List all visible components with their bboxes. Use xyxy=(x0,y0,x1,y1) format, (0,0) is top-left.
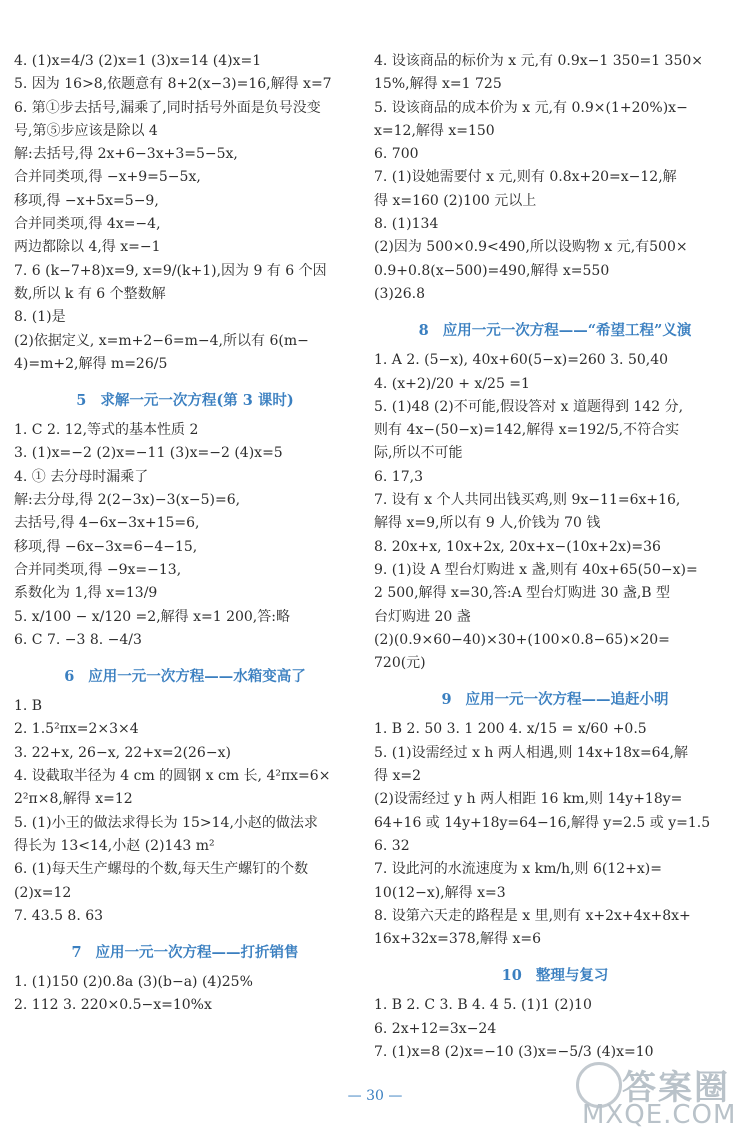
page-number: — 30 — xyxy=(347,1088,403,1104)
answer-line: 7. 设此河的水流速度为 x km/h,则 6(12+x)= xyxy=(374,861,662,878)
section-number: 5 xyxy=(76,392,87,410)
answer-line: 7. (1)x=8 (2)x=−10 (3)x=−5/3 (4)x=10 xyxy=(374,1043,654,1060)
answer-line: 7. (1)设她需要付 x 元,则有 0.8x+20=x−12,解 xyxy=(374,169,677,186)
section-title: 求解一元一次方程(第 3 课时) xyxy=(100,392,294,410)
answer-line: 两边都除以 4,得 x=−1 xyxy=(14,239,161,256)
answer-line: 解得 x=9,所以有 9 人,价钱为 70 钱 xyxy=(374,515,601,532)
answer-line: 合并同类项,得 −9x=−13, xyxy=(14,561,182,578)
answer-line: 3. (1)x=−2 (2)x=−11 (3)x=−2 (4)x=5 xyxy=(14,445,283,462)
answer-line: 得长为 13<14,小赵 (2)143 m² xyxy=(14,837,215,854)
answer-line: 得 x=2 xyxy=(374,768,421,785)
answer-line: 则有 4x−(50−x)=142,解得 x=192/5,不符合实 xyxy=(374,422,680,439)
answer-line: 1. (1)150 (2)0.8a (3)(b−a) (4)25% xyxy=(14,974,253,991)
watermark-top: 答案圈 xyxy=(622,1068,730,1108)
answer-line: 7. 设有 x 个人共同出钱买鸡,则 9x−11=6x+16, xyxy=(374,492,681,509)
answer-line: 2. 1.5²πx=2×3×4 xyxy=(14,721,139,738)
answer-line: 移项,得 −x+5x=5−9, xyxy=(14,192,159,209)
watermark-bottom: MXQE.COM xyxy=(582,1100,737,1130)
answer-line: 5. 因为 16>8,依题意有 8+2(x−3)=16,解得 x=7 xyxy=(14,76,332,93)
answer-line: 2. 112 3. 220×0.5−x=10%x xyxy=(14,997,212,1014)
answer-line: (3)26.8 xyxy=(374,285,426,302)
left-column xyxy=(14,50,356,1018)
answer-line: 5. (1)小王的做法求得长为 15>14,小赵的做法求 xyxy=(14,814,318,831)
watermark-logo xyxy=(574,1060,750,1132)
answer-line: 5. x/100 − x/120 =2,解得 x=1 200,答:略 xyxy=(14,608,290,625)
section-title: 整理与复习 xyxy=(535,967,609,985)
answer-line: 0.9+0.8(x−500)=490,解得 x=550 xyxy=(374,262,610,279)
section-heading xyxy=(374,319,736,343)
right-column xyxy=(374,50,736,1064)
answer-line: 9. (1)设 A 型台灯购进 x 盏,则有 40x+65(50−x)= xyxy=(374,561,698,578)
answer-line: (2)因为 500×0.9<490,所以设购物 x 元,有500× xyxy=(374,239,688,256)
answer-line: 去括号,得 4−6x−3x+15=6, xyxy=(14,515,200,532)
answer-line: 得 x=160 (2)100 元以上 xyxy=(374,192,537,209)
section-number: 7 xyxy=(71,944,82,962)
answer-line: 6. 17,3 xyxy=(374,468,423,485)
answer-line: 8. (1)134 xyxy=(374,216,439,233)
answer-line: 15%,解得 x=1 725 xyxy=(374,76,502,93)
answer-line: 移项,得 −6x−3x=6−4−15, xyxy=(14,538,198,555)
answer-line: 64+16 或 14y+18y=64−16,解得 y=2.5 或 y=1.5 xyxy=(374,814,711,831)
answer-line: 6. (1)每天生产螺母的个数,每天生产螺钉的个数 xyxy=(14,861,309,878)
section-number: 8 xyxy=(418,322,429,340)
answer-line: 7. 43.5 8. 63 xyxy=(14,907,104,924)
answer-line: 4. (1)x=4/3 (2)x=1 (3)x=14 (4)x=1 xyxy=(14,53,262,69)
answer-line: 8. 设第六天走的路程是 x 里,则有 x+2x+4x+8x+ xyxy=(374,907,691,924)
answer-line: 1. A 2. (5−x), 40x+60(5−x)=260 3. 50,40 xyxy=(374,352,669,369)
answer-line: 系数化为 1,得 x=13/9 xyxy=(14,585,158,602)
section-heading xyxy=(14,941,356,965)
answer-line: 数,所以 k 有 6 个整数解 xyxy=(14,285,166,302)
answer-line: (2)设需经过 y h 两人相距 16 km,则 14y+18y= xyxy=(374,791,683,808)
answer-line: 号,第⑤步应该是除以 4 xyxy=(14,122,158,139)
answer-line: 4. 设截取半径为 4 cm 的圆钢 x cm 长, 4²πx=6× xyxy=(14,768,331,785)
answer-line: 8. (1)是 xyxy=(14,309,66,326)
answer-line: (2)依据定义, x=m+2−6=m−4,所以有 6(m− xyxy=(14,332,309,349)
answer-line: 1. B xyxy=(14,698,43,715)
answer-line: x=12,解得 x=150 xyxy=(374,122,495,139)
answer-line: 台灯购进 20 盏 xyxy=(374,608,471,625)
answer-line: 2 500,解得 x=30,答:A 型台灯购进 30 盏,B 型 xyxy=(374,585,671,602)
answer-line: 6. 32 xyxy=(374,837,410,854)
answer-line: 合并同类项,得 −x+9=5−5x, xyxy=(14,169,201,186)
answer-line: 1. C 2. 12,等式的基本性质 2 xyxy=(14,422,199,439)
answer-line: 6. 700 xyxy=(374,146,419,163)
section-heading xyxy=(14,665,356,689)
section-title: 应用一元一次方程——追赶小明 xyxy=(465,691,669,709)
answer-line: 6. 2x+12=3x−24 xyxy=(374,1020,497,1037)
answer-line: 4. 设该商品的标价为 x 元,有 0.9x−1 350=1 350× xyxy=(374,53,704,69)
answer-line: 6. 第①步去括号,漏乘了,同时括号外面是负号没变 xyxy=(14,99,321,116)
answer-line: 解:去括号,得 2x+6−3x+3=5−5x, xyxy=(14,146,238,163)
answer-line: 16x+32x=378,解得 x=6 xyxy=(374,931,542,948)
answer-line: 8. 20x+x, 10x+2x, 20x+x−(10x+2x)=36 xyxy=(374,538,661,555)
section-title: 应用一元一次方程——水箱变高了 xyxy=(88,668,306,686)
answer-line: 5. (1)48 (2)不可能,假设答对 x 道题得到 142 分, xyxy=(374,398,684,415)
answer-line: 6. C 7. −3 8. −4/3 xyxy=(14,631,142,648)
answer-line: 3. 22+x, 26−x, 22+x=2(26−x) xyxy=(14,744,231,761)
section-number: 6 xyxy=(64,668,75,686)
answer-line: 4. (x+2)/20 + x/25 =1 xyxy=(374,375,530,392)
section-number: 10 xyxy=(501,967,522,985)
answer-line: 2²π×8,解得 x=12 xyxy=(14,791,133,808)
answer-line: 解:去分母,得 2(2−3x)−3(x−5)=6, xyxy=(14,492,241,509)
answer-line: (2)x=12 xyxy=(14,884,72,901)
section-title: 应用一元一次方程——“希望工程”义演 xyxy=(442,322,692,340)
answer-line: 7. 6 (k−7+8)x=9, x=9/(k+1),因为 9 有 6 个因 xyxy=(14,262,327,279)
answer-line: 10(12−x),解得 x=3 xyxy=(374,884,506,901)
answer-line: (2)(0.9×60−40)×30+(100×0.8−65)×20= xyxy=(374,631,670,648)
answer-line: 际,所以不可能 xyxy=(374,445,463,462)
section-title: 应用一元一次方程——打折销售 xyxy=(95,944,299,962)
answer-line: 5. 设该商品的成本价为 x 元,有 0.9×(1+20%)x− xyxy=(374,99,688,116)
answer-line: 720(元) xyxy=(374,655,426,672)
section-heading xyxy=(14,389,356,413)
section-number: 9 xyxy=(441,691,452,709)
answer-line: 1. B 2. 50 3. 1 200 4. x/15 = x/60 +0.5 xyxy=(374,721,647,738)
answer-line: 5. (1)设需经过 x h 两人相遇,则 14x+18x=64,解 xyxy=(374,744,688,761)
answer-line: 4. ① 去分母时漏乘了 xyxy=(14,468,149,485)
answer-line: 合并同类项,得 4x=−4, xyxy=(14,216,161,233)
answer-line: 4)=m+2,解得 m=26/5 xyxy=(14,355,168,372)
section-heading xyxy=(374,964,736,988)
answer-line: 1. B 2. C 3. B 4. 4 5. (1)1 (2)10 xyxy=(374,997,592,1014)
section-heading xyxy=(374,688,736,712)
